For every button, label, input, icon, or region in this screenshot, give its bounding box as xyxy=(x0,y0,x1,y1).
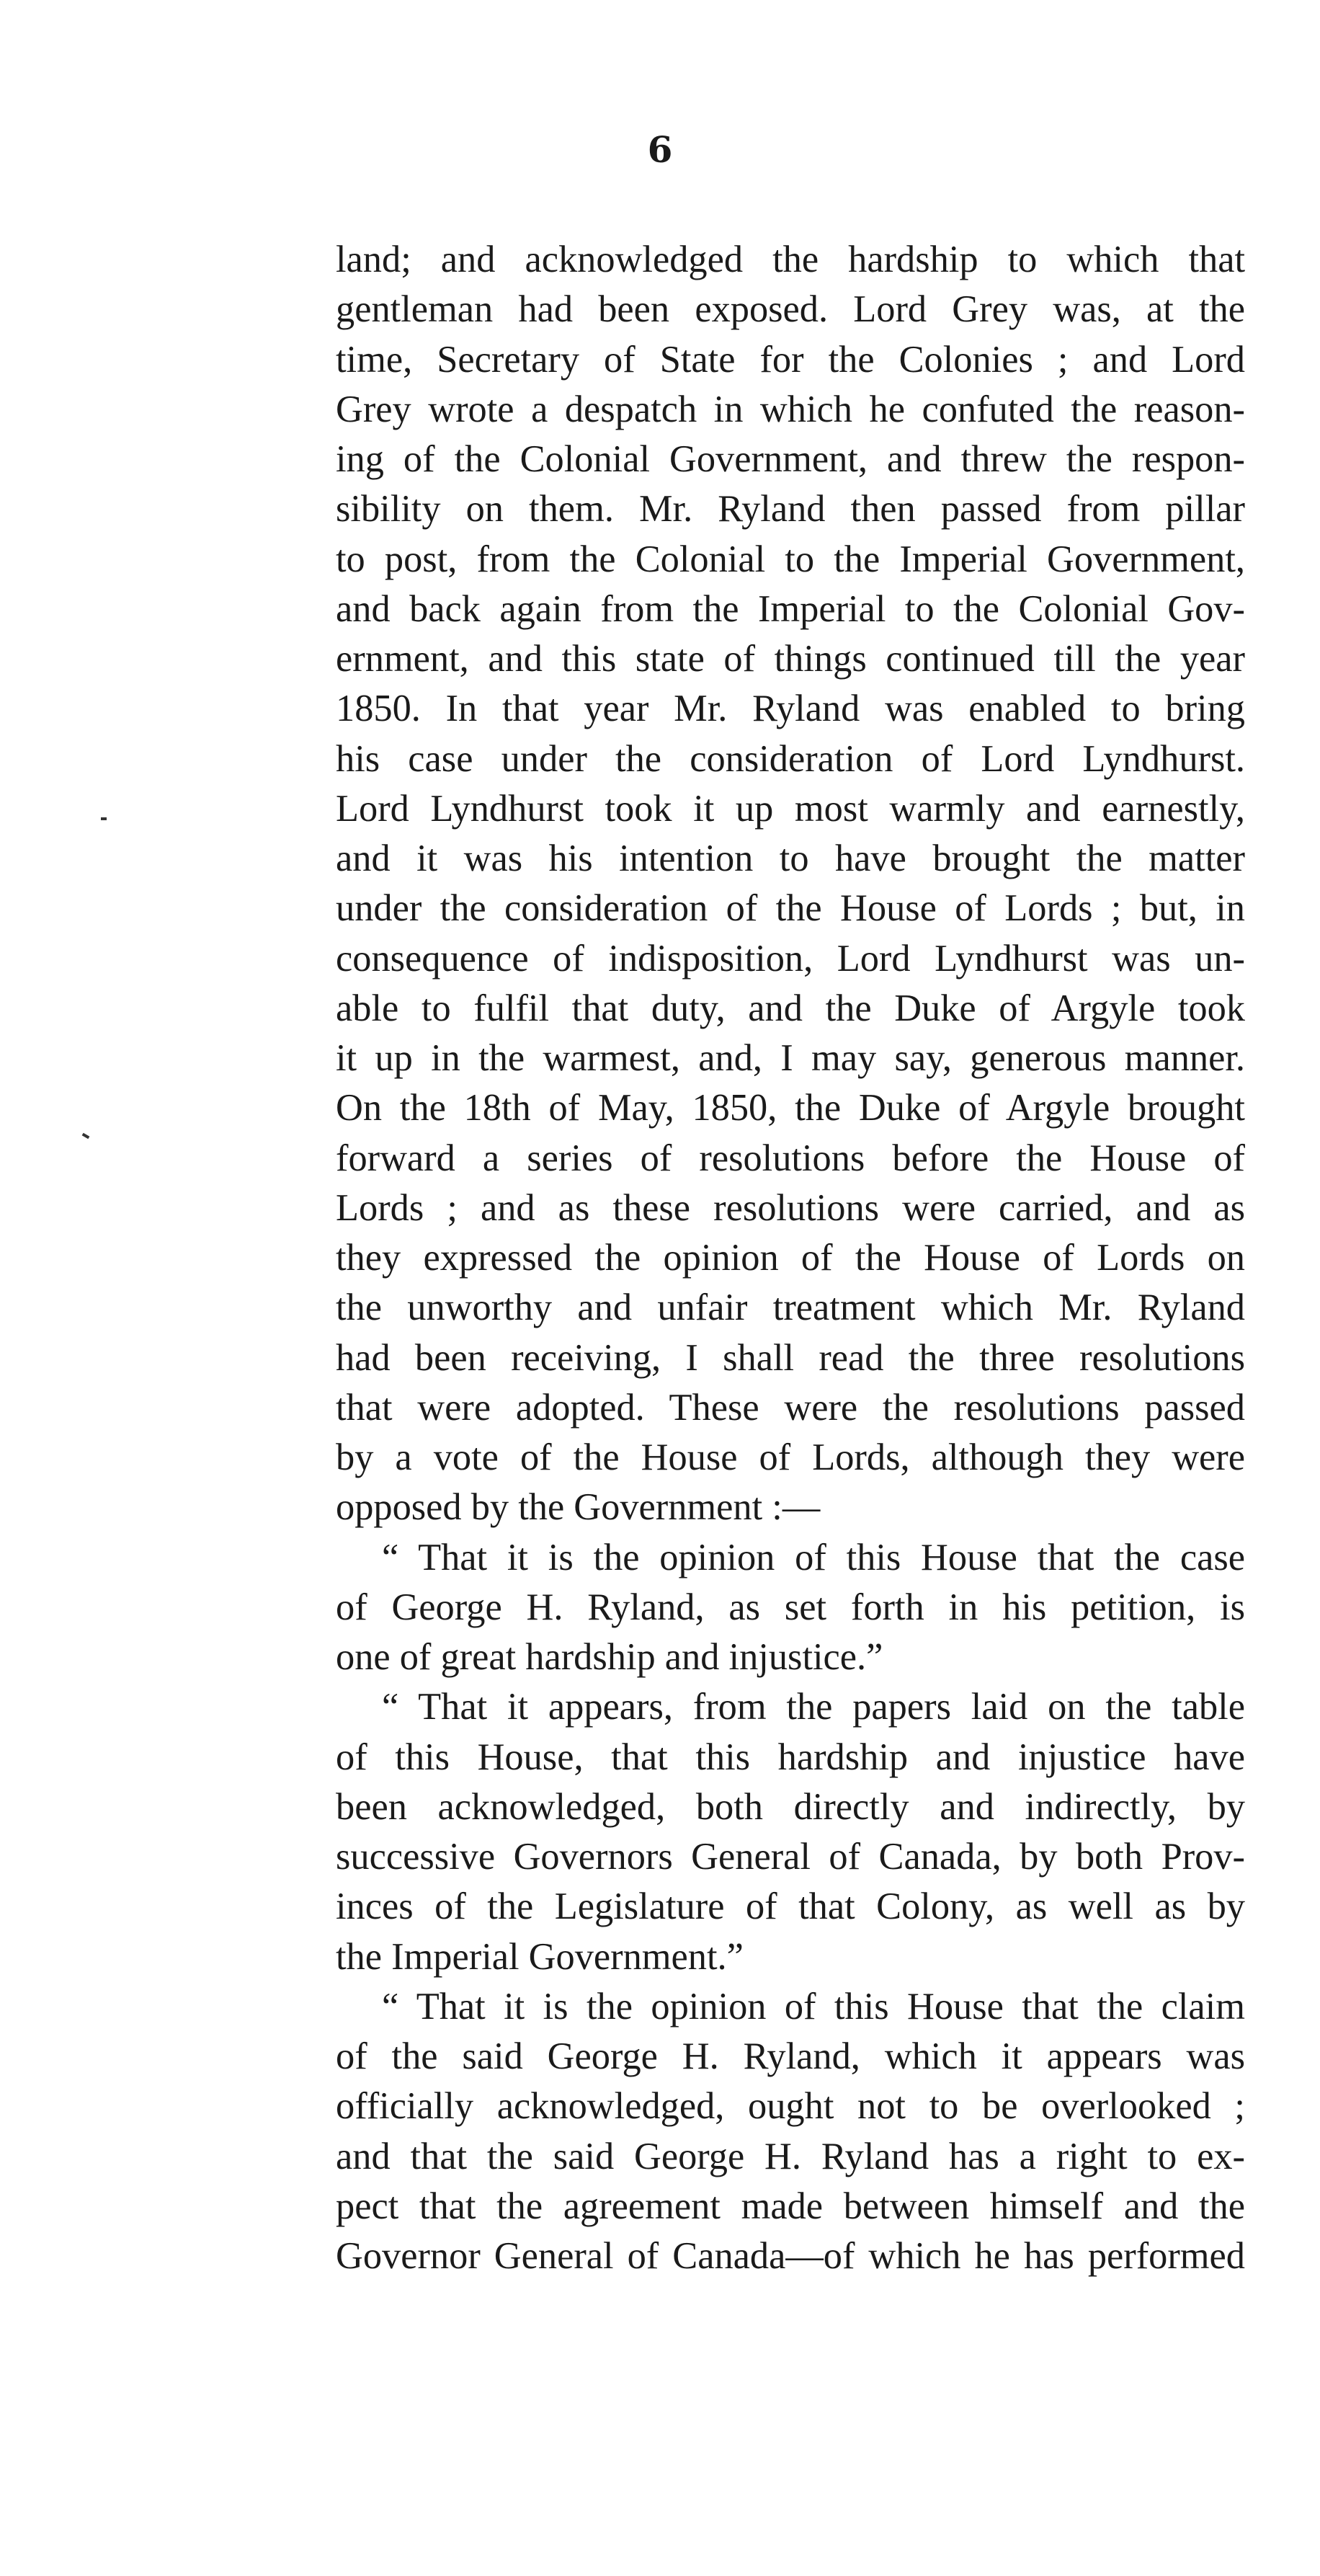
text-line: On the 18th of May, 1850, the Duke of Argyle brought xyxy=(336,1087,1245,1129)
text-line: had been receiving, I shall read the three resolutions xyxy=(336,1336,1245,1379)
text-line: to post, from the Colonial to the Imperial Government, xyxy=(336,538,1245,580)
text-line: Governor General of Canada—of which he has performed xyxy=(336,2235,1245,2277)
text-line: that were adopted. These were the resolutions passed xyxy=(336,1386,1245,1429)
text-line: one of great hardship and injustice.” xyxy=(336,1636,883,1678)
text-line: inces of the Legislature of that Colony, as well as by xyxy=(336,1886,1245,1928)
text-line: forward a series of resolutions before the House of xyxy=(336,1137,1245,1179)
text-line: and that the said George H. Ryland has a right to ex- xyxy=(336,2135,1245,2177)
text-line: under the consideration of the House of Lords ; but, in xyxy=(336,887,1245,930)
text-line: of this House, that this hardship and injustice have xyxy=(336,1736,1245,1778)
text-line: consequence of indisposition, Lord Lyndhurst was un- xyxy=(336,937,1245,980)
text-line: the unworthy and unfair treatment which Mr. Ryland xyxy=(336,1287,1245,1329)
text-line: been acknowledged, both directly and indirectly, by xyxy=(336,1785,1245,1828)
text-line: Lords ; and as these resolutions were carried, and as xyxy=(336,1186,1245,1229)
text-line: “ That it is the opinion of this House that the claim xyxy=(382,1985,1245,2028)
page-number: 6 xyxy=(647,128,673,171)
text-line: and back again from the Imperial to the Colonial Gov- xyxy=(336,587,1245,630)
text-line: officially acknowledged, ought not to be overlooked ; xyxy=(336,2085,1245,2128)
text-line: it up in the warmest, and, I may say, generous manner. xyxy=(336,1037,1245,1079)
text-line: ing of the Colonial Government, and threw the respon- xyxy=(336,438,1245,480)
text-line: able to fulfil that duty, and the Duke of Argyle took xyxy=(336,987,1245,1029)
text-line: time, Secretary of State for the Colonies ; and Lord xyxy=(336,338,1245,381)
margin-mark xyxy=(101,817,107,820)
text-line: gentleman had been exposed. Lord Grey was, at the xyxy=(336,288,1245,331)
text-line: “ That it is the opinion of this House that the case xyxy=(382,1536,1245,1578)
text-line: by a vote of the House of Lords, although they were xyxy=(336,1436,1245,1478)
text-line: his case under the consideration of Lord Lyndhurst. xyxy=(336,737,1245,780)
text-line: successive Governors General of Canada, by both Prov- xyxy=(336,1836,1245,1878)
text-line: “ That it appears, from the papers laid on the table xyxy=(382,1686,1245,1728)
text-line: of the said George H. Ryland, which it appears was xyxy=(336,2035,1245,2077)
body-text xyxy=(336,235,1245,2281)
text-line: the Imperial Government.” xyxy=(336,1935,744,1978)
text-line: they expressed the opinion of the House of Lords on xyxy=(336,1237,1245,1279)
text-line: sibility on them. Mr. Ryland then passed from pillar xyxy=(336,488,1245,530)
text-line: and it was his intention to have brought the matter xyxy=(336,838,1245,879)
text-line: opposed by the Government :— xyxy=(336,1486,821,1529)
text-line: 1850. In that year Mr. Ryland was enabled to bring xyxy=(336,688,1245,730)
text-line: ernment, and this state of things continued till the year xyxy=(336,638,1245,680)
text-line: Lord Lyndhurst took it up most warmly and earnestly, xyxy=(336,787,1245,830)
text-line: land; and acknowledged the hardship to which that xyxy=(336,239,1245,280)
text-line: of George H. Ryland, as set forth in his petition, is xyxy=(336,1586,1245,1628)
margin-mark xyxy=(82,1133,90,1139)
text-line: pect that the agreement made between himself and the xyxy=(336,2185,1245,2227)
text-line: Grey wrote a despatch in which he confuted the reason- xyxy=(336,388,1245,430)
